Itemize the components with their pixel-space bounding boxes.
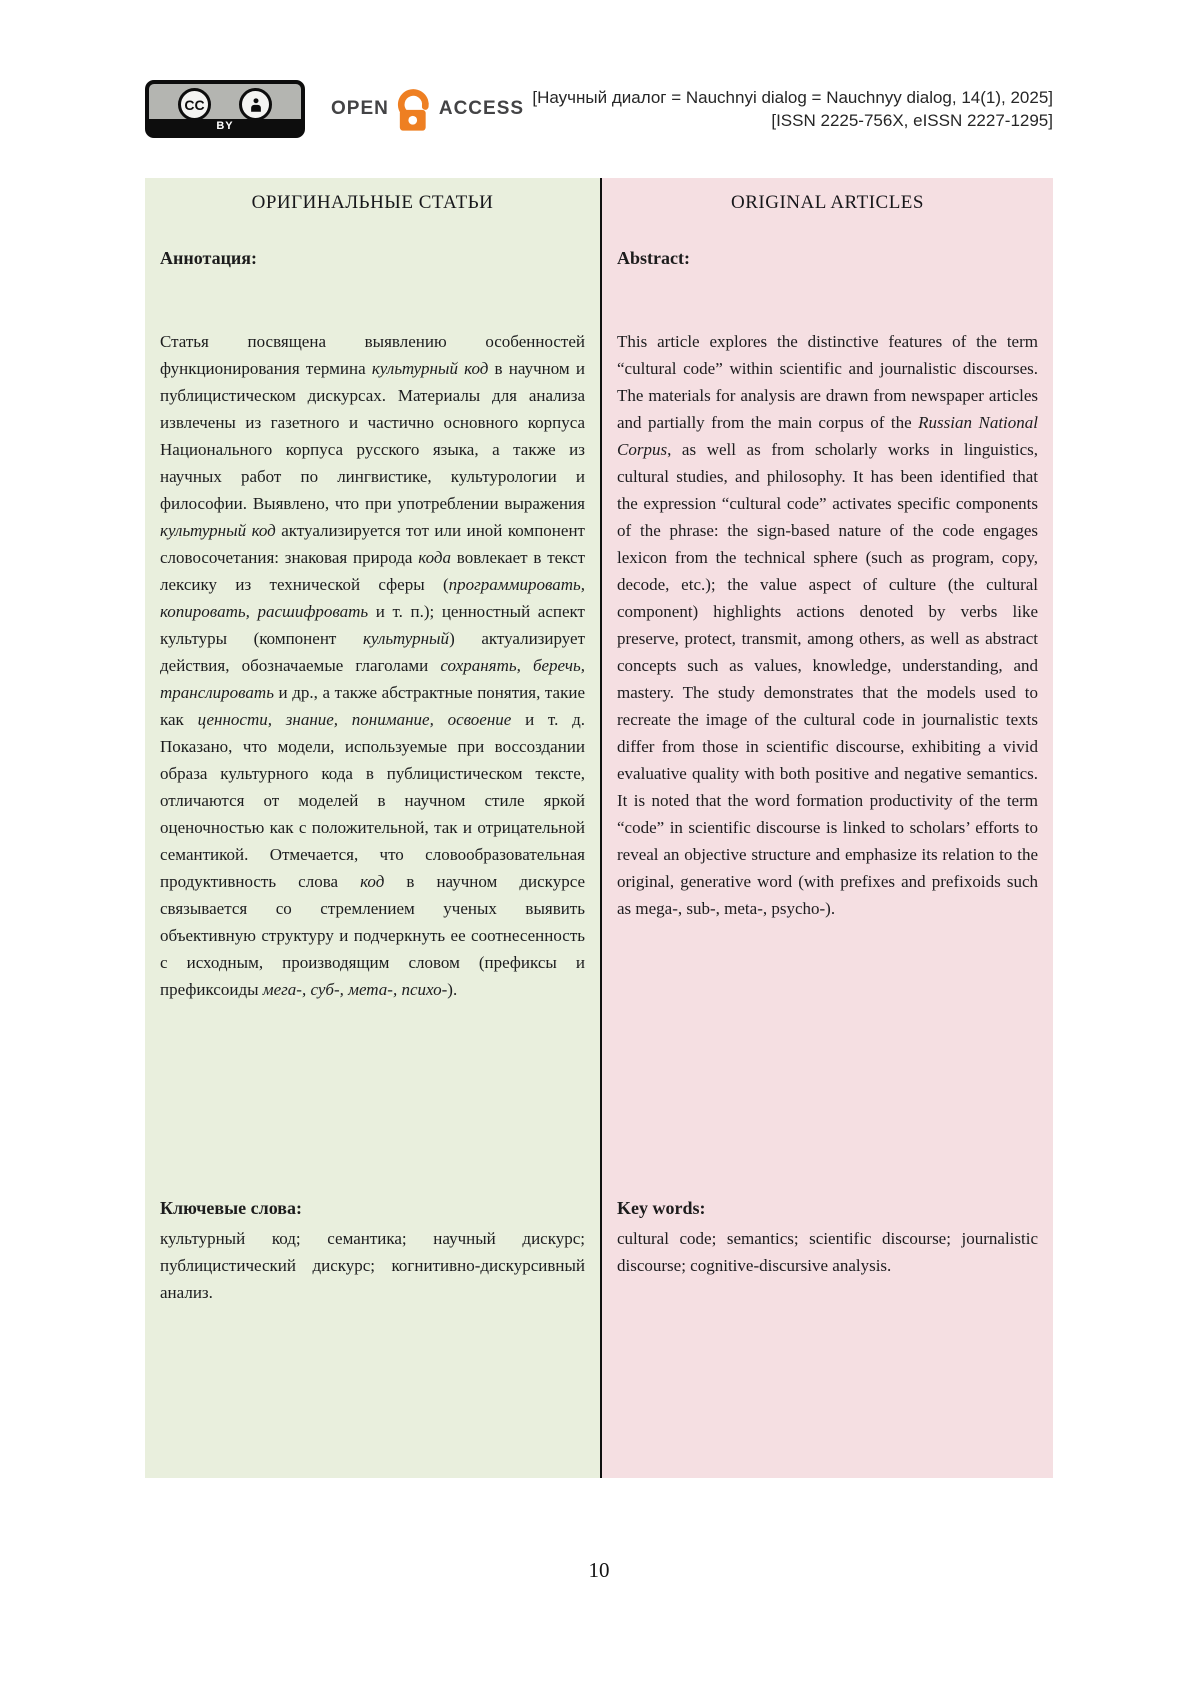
page-number: 10 [588, 1558, 610, 1582]
open-access-access-label: ACCESS [438, 98, 525, 119]
keywords-text-ru: культурный код; семантика; научный дискурс; публицистический дискурс; когнитивно-дискурсивный анализ. [160, 1229, 585, 1302]
rubric-heading-ru: ОРИГИНАЛЬНЫЕ СТАТЬИ [251, 192, 494, 213]
citation-line-2: [ISSN 2225-756X, eISSN 2227-1295] [771, 111, 1053, 130]
abstract-panels [145, 178, 1053, 1478]
keywords-label-ru: Ключевые слова: [160, 1198, 302, 1218]
abstract-label: Abstract: [617, 248, 690, 268]
page-footer [145, 1558, 1053, 1583]
keywords-text-en: cultural code; semantics; scientific discourse; journalistic discourse; cognitive-discursive analysis. [617, 1229, 1038, 1275]
page-header [145, 78, 1053, 140]
cc-by-license-badge [145, 80, 305, 138]
annotation-label: Аннотация: [160, 248, 258, 268]
abstract-text-en: This article explores the distinctive features of the term “cultural code” within scientific and journalistic discourses. The materials for analysis are drawn from newspaper articles and partially from the main corpus of the Russian National Corpus, as well as from scholarly works in linguistics, cultural studies, and philosophy. It has been identified that the expression “cultural code” activates specific components of the phrase: the sign-based nature of the code engages lexicon from the technical sphere (such as program, copy, decode, etc.); the value aspect of culture (the cultural component) highlights actions denoted by verbs like preserve, protect, transmit, among others, as well as abstract concepts such as values, knowledge, understanding, and mastery. The study demonstrates that the models used to recreate the image of the cultural code in journalistic texts differ from those in scientific discourse, exhibiting a vivid evaluative quality with both positive and negative semantics. It is noted that the word formation productivity of the term “code” in scientific discourse is linked to scholars’ efforts to reveal an objective structure and emphasize its relation to the original, generative word (with prefixes and prefixoids such as mega-, sub-, meta-, psycho-). [617, 332, 1038, 918]
russian-abstract-panel [145, 178, 600, 1478]
cc-icon: CC [178, 88, 211, 121]
keywords-label-en: Key words: [617, 1198, 706, 1218]
open-access-logo [331, 83, 524, 135]
cc-by-label: BY [149, 119, 301, 134]
citation-line-1: [Научный диалог = Nauchnyi dialog = Nauchnyy dialog, 14(1), 2025] [532, 88, 1053, 107]
open-lock-icon [394, 83, 434, 135]
attribution-person-icon [239, 88, 272, 121]
journal-citation [524, 86, 1053, 132]
abstract-text-ru: Статья посвящена выявлению особенностей функционирования термина культурный код в научном и публицистическом дискурсах. Материалы для анализа извлечены из газетного и частично основного корпуса Национального корпуса русского языка, а также из научных работ по лингвистике, культурологии и философии. Выявлено, что при употреблении выражения культурный код актуализируется тот или иной компонент словосочетания: знаковая природа кода вовлекает в текст лексику из технической сферы (программировать, копировать, расшифровать и т. п.); ценностный аспект культуры (компонент культурный) актуализирует действия, обозначаемые глаголами сохранять, беречь, транслировать и др., а также абстрактные понятия, такие как ценности, знание, понимание, освоение и т. д. Показано, что модели, используемые при воссоздании образа культурного кода в публицистическом тексте, отличаются от моделей в научном стиле яркой оценочностью как с положительной, так и отрицательной семантикой. Отмечается, что словообразовательная продуктивность слова код в научном дискурсе связывается со стремлением ученых выявить объективную структуру и подчеркнуть ее соотнесенность с исходным, производящим словом (префиксы и префиксоиды мега-, суб-, мета-, психо-). [160, 332, 585, 999]
rubric-heading-en: ORIGINAL ARTICLES [731, 192, 924, 213]
open-access-open-label: OPEN [331, 98, 389, 119]
cc-badge-icons [149, 88, 301, 121]
english-abstract-panel [602, 178, 1053, 1478]
